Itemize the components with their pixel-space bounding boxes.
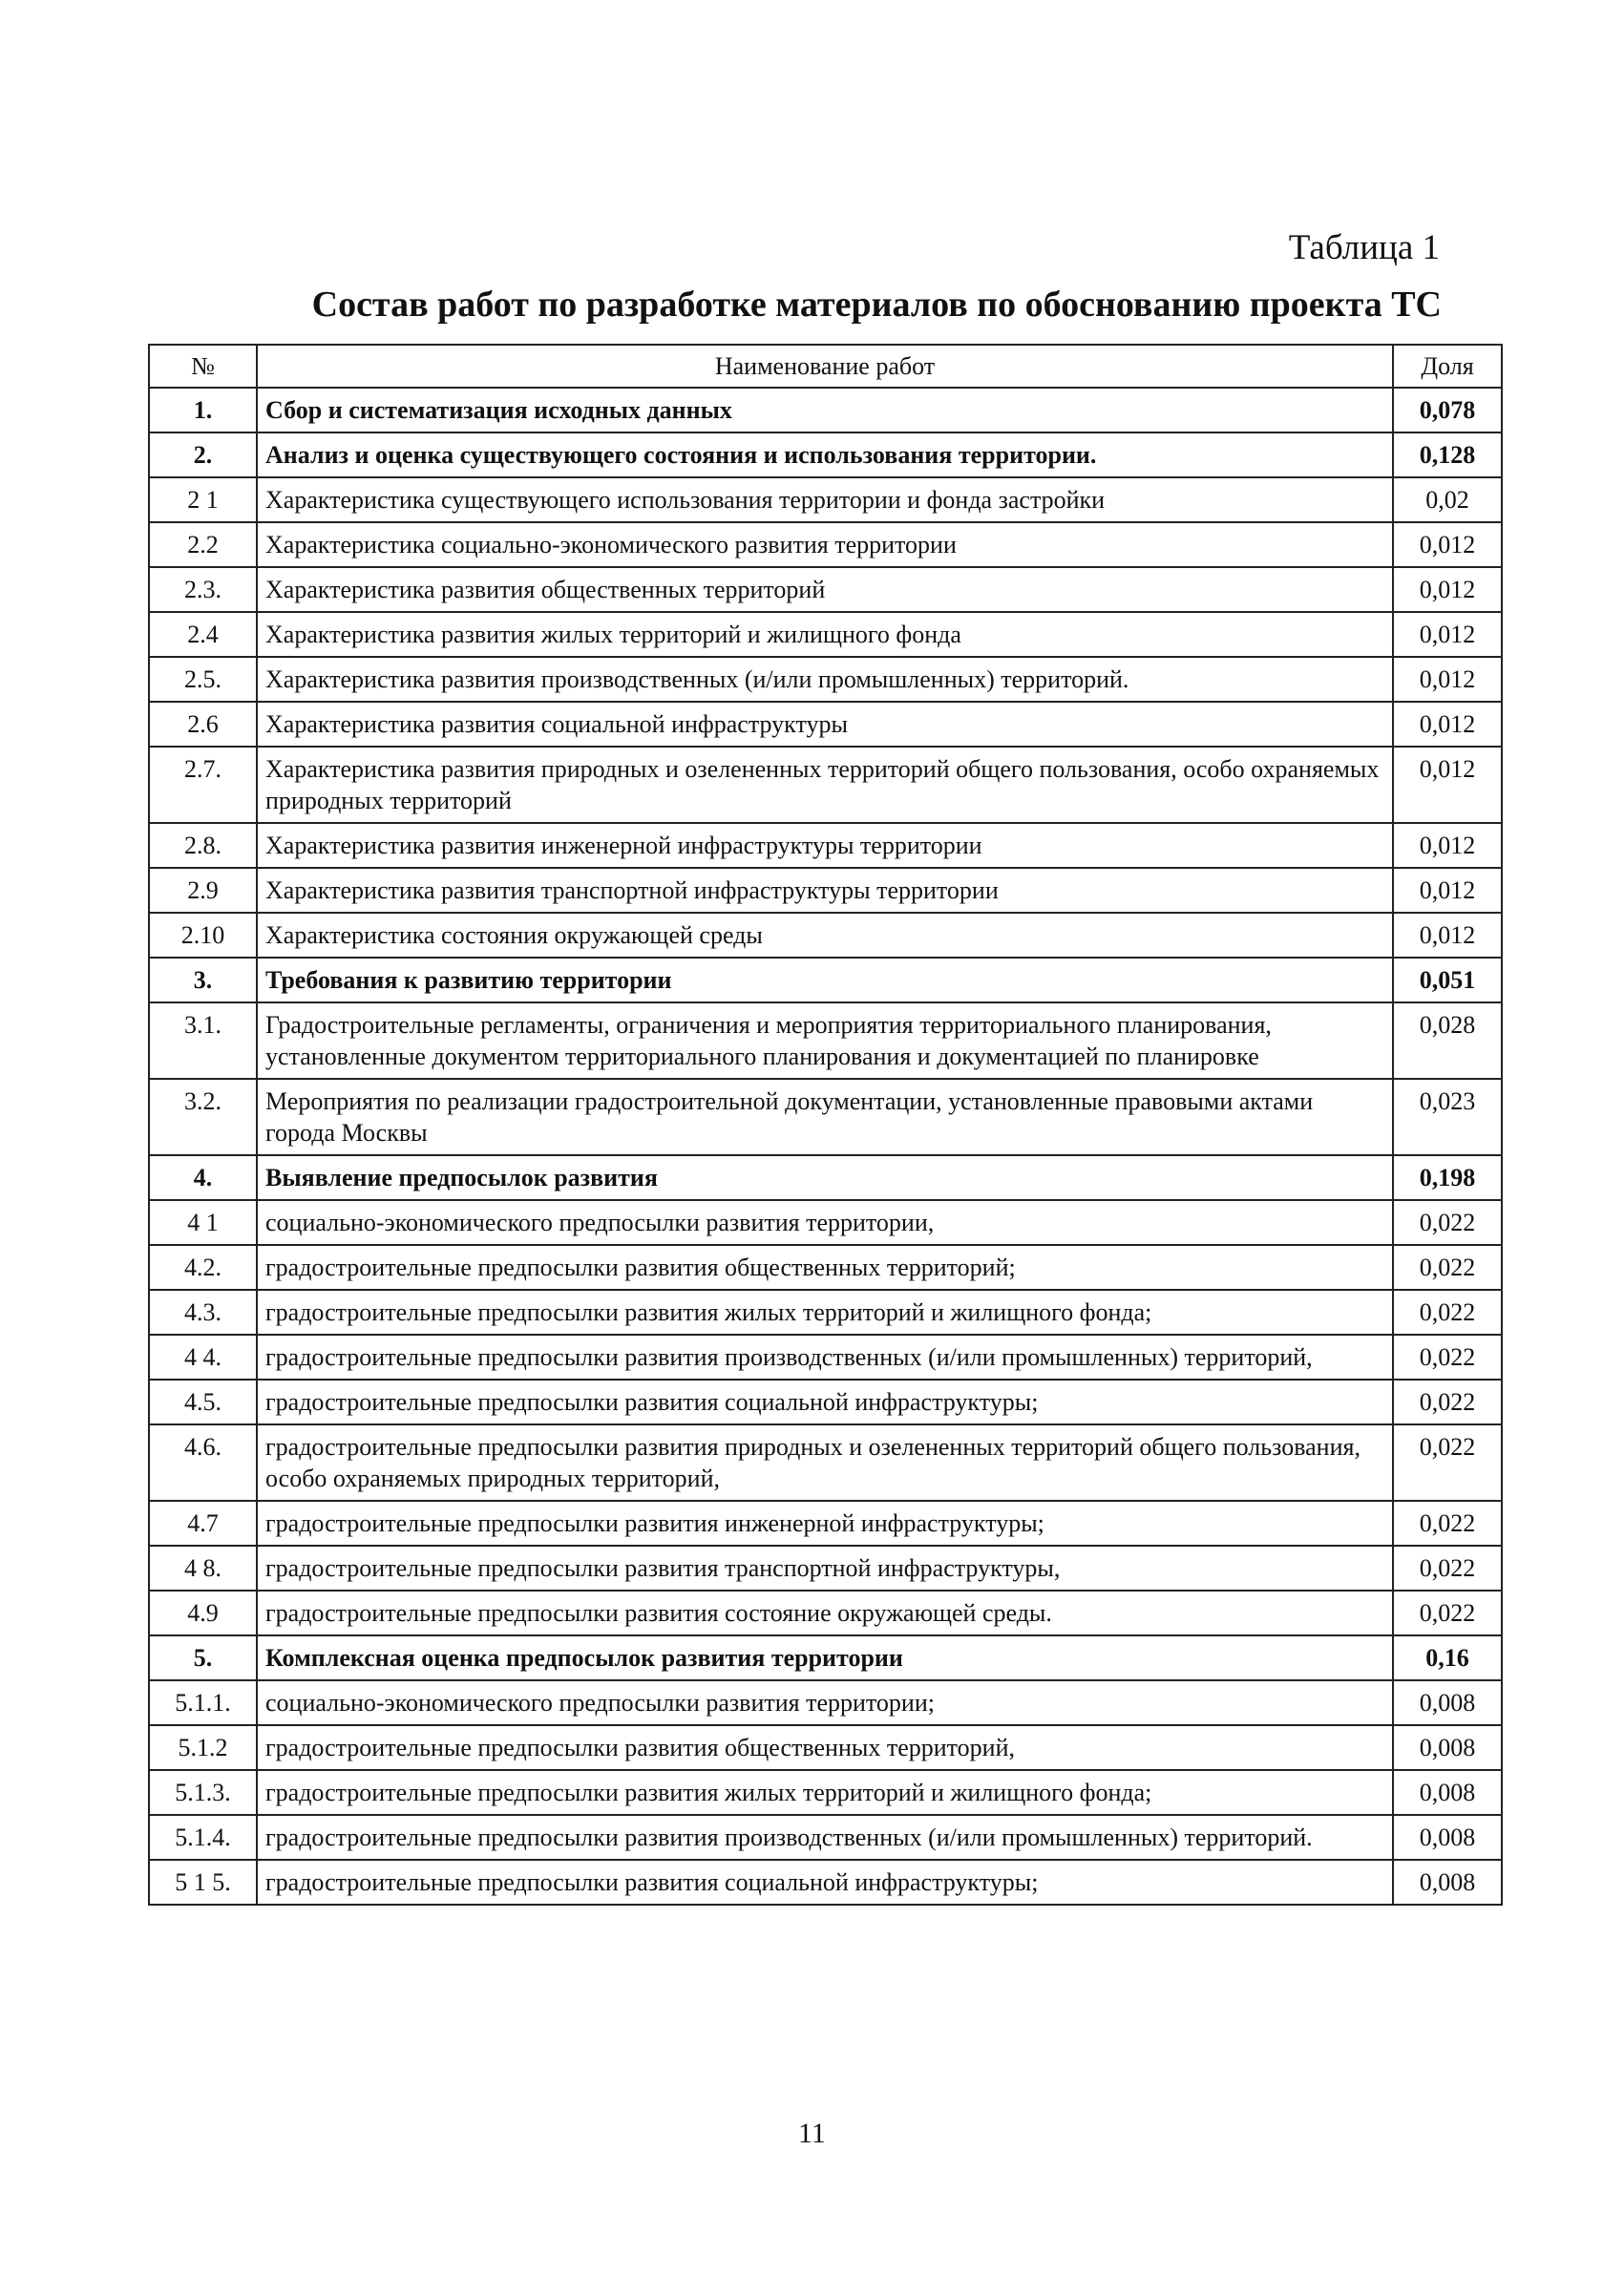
row-share: 0,012 [1393, 702, 1502, 747]
row-name: социально-экономического предпосылки развития территории; [257, 1680, 1393, 1725]
row-number: 4. [149, 1155, 257, 1200]
row-name: Характеристика социально-экономического развития территории [257, 522, 1393, 567]
column-header-name: Наименование работ [257, 345, 1393, 388]
table-row [149, 477, 1502, 522]
row-share: 0,008 [1393, 1815, 1502, 1860]
table-row [149, 823, 1502, 868]
row-name: Характеристика развития социальной инфраструктуры [257, 702, 1393, 747]
row-name: градостроительные предпосылки развития производственных (и/или промышленных) территорий, [257, 1335, 1393, 1380]
row-number: 4.2. [149, 1245, 257, 1290]
table-row [149, 1290, 1502, 1335]
row-number: 4.9 [149, 1591, 257, 1635]
row-number: 5. [149, 1635, 257, 1680]
table-row [149, 868, 1502, 913]
row-share: 0,022 [1393, 1546, 1502, 1591]
row-number: 2.4 [149, 612, 257, 657]
row-number: 4.3. [149, 1290, 257, 1335]
table-row [149, 1591, 1502, 1635]
row-name: градостроительные предпосылки развития инженерной инфраструктуры; [257, 1501, 1393, 1546]
row-name: Выявление предпосылок развития [257, 1155, 1393, 1200]
table-row [149, 1200, 1502, 1245]
row-number: 1. [149, 388, 257, 432]
row-share: 0,012 [1393, 868, 1502, 913]
row-name: Характеристика развития природных и озелененных территорий общего пользования, особо охраняемых природных территорий [257, 747, 1393, 823]
row-name: градостроительные предпосылки развития природных и озелененных территорий общего пользования, особо охраняемых природных территорий, [257, 1424, 1393, 1501]
row-number: 3.1. [149, 1002, 257, 1079]
table-row [149, 1079, 1502, 1155]
row-share: 0,012 [1393, 657, 1502, 702]
table-row [149, 1335, 1502, 1380]
row-number: 2.9 [149, 868, 257, 913]
row-share: 0,022 [1393, 1245, 1502, 1290]
column-header-number: № [149, 345, 257, 388]
row-name: Характеристика развития транспортной инфраструктуры территории [257, 868, 1393, 913]
row-number: 4.6. [149, 1424, 257, 1501]
row-share: 0,023 [1393, 1079, 1502, 1155]
row-share: 0,012 [1393, 823, 1502, 868]
row-name: Характеристика существующего использования территории и фонда застройки [257, 477, 1393, 522]
row-share: 0,012 [1393, 913, 1502, 958]
row-name: градостроительные предпосылки развития транспортной инфраструктуры, [257, 1546, 1393, 1591]
row-share: 0,198 [1393, 1155, 1502, 1200]
table-row [149, 1860, 1502, 1905]
row-share: 0,022 [1393, 1591, 1502, 1635]
table-row [149, 1501, 1502, 1546]
table-row [149, 1245, 1502, 1290]
table-row [149, 1680, 1502, 1725]
row-name: Требования к развитию территории [257, 958, 1393, 1002]
row-share: 0,022 [1393, 1200, 1502, 1245]
table-row [149, 913, 1502, 958]
row-name: Комплексная оценка предпосылок развития территории [257, 1635, 1393, 1680]
table-header-row [149, 345, 1502, 388]
row-name: Анализ и оценка существующего состояния и использования территории. [257, 432, 1393, 477]
row-name: Градостроительные регламенты, ограничения и мероприятия территориального планирования, установленные документом территориального планирования и документацией по планировке [257, 1002, 1393, 1079]
row-name: градостроительные предпосылки развития социальной инфраструктуры; [257, 1380, 1393, 1424]
row-name: градостроительные предпосылки развития социальной инфраструктуры; [257, 1860, 1393, 1905]
row-number: 4.7 [149, 1501, 257, 1546]
row-name: социально-экономического предпосылки развития территории, [257, 1200, 1393, 1245]
row-share: 0,008 [1393, 1680, 1502, 1725]
row-number: 4 1 [149, 1200, 257, 1245]
page-title: Состав работ по разработке материалов по обоснованию проекта ТС [311, 285, 1442, 325]
row-share: 0,012 [1393, 612, 1502, 657]
row-share: 0,051 [1393, 958, 1502, 1002]
row-name: градостроительные предпосылки развития общественных территорий, [257, 1725, 1393, 1770]
row-number: 2. [149, 432, 257, 477]
table-label: Таблица 1 [1288, 228, 1440, 267]
table-row [149, 522, 1502, 567]
table-row [149, 388, 1502, 432]
row-name: Мероприятия по реализации градостроительной документации, установленные правовыми актами города Москвы [257, 1079, 1393, 1155]
row-number: 5.1.3. [149, 1770, 257, 1815]
row-share: 0,16 [1393, 1635, 1502, 1680]
page-number: 11 [798, 2118, 826, 2149]
row-share: 0,078 [1393, 388, 1502, 432]
row-share: 0,012 [1393, 567, 1502, 612]
row-name: градостроительные предпосылки развития жилых территорий и жилищного фонда; [257, 1770, 1393, 1815]
row-number: 4 4. [149, 1335, 257, 1380]
row-name: Сбор и систематизация исходных данных [257, 388, 1393, 432]
table-row [149, 432, 1502, 477]
row-number: 2.6 [149, 702, 257, 747]
row-number: 3.2. [149, 1079, 257, 1155]
row-number: 4 8. [149, 1546, 257, 1591]
row-number: 5.1.4. [149, 1815, 257, 1860]
row-name: градостроительные предпосылки развития производственных (и/или промышленных) территорий. [257, 1815, 1393, 1860]
row-number: 2.7. [149, 747, 257, 823]
row-number: 3. [149, 958, 257, 1002]
table-body [149, 388, 1502, 1905]
row-name: Характеристика состояния окружающей среды [257, 913, 1393, 958]
row-share: 0,012 [1393, 522, 1502, 567]
table-row [149, 657, 1502, 702]
row-number: 2.8. [149, 823, 257, 868]
row-name: Характеристика развития общественных территорий [257, 567, 1393, 612]
row-number: 2.2 [149, 522, 257, 567]
column-header-share: Доля [1393, 345, 1502, 388]
table-row [149, 1815, 1502, 1860]
table-row [149, 1725, 1502, 1770]
row-share: 0,008 [1393, 1770, 1502, 1815]
table-row [149, 567, 1502, 612]
table-row [149, 1424, 1502, 1501]
table-row [149, 1546, 1502, 1591]
row-share: 0,128 [1393, 432, 1502, 477]
row-share: 0,008 [1393, 1725, 1502, 1770]
row-number: 2.5. [149, 657, 257, 702]
row-name: градостроительные предпосылки развития состояние окружающей среды. [257, 1591, 1393, 1635]
row-share: 0,022 [1393, 1501, 1502, 1546]
row-name: градостроительные предпосылки развития жилых территорий и жилищного фонда; [257, 1290, 1393, 1335]
row-share: 0,012 [1393, 747, 1502, 823]
row-name: градостроительные предпосылки развития общественных территорий; [257, 1245, 1393, 1290]
row-share: 0,02 [1393, 477, 1502, 522]
table-row [149, 1002, 1502, 1079]
works-table [148, 344, 1503, 1906]
row-name: Характеристика развития инженерной инфраструктуры территории [257, 823, 1393, 868]
row-share: 0,008 [1393, 1860, 1502, 1905]
row-share: 0,028 [1393, 1002, 1502, 1079]
row-number: 2.10 [149, 913, 257, 958]
table-row [149, 1155, 1502, 1200]
row-number: 4.5. [149, 1380, 257, 1424]
table-row [149, 612, 1502, 657]
row-number: 5 1 5. [149, 1860, 257, 1905]
row-share: 0,022 [1393, 1335, 1502, 1380]
row-share: 0,022 [1393, 1290, 1502, 1335]
row-number: 5.1.1. [149, 1680, 257, 1725]
row-number: 5.1.2 [149, 1725, 257, 1770]
row-share: 0,022 [1393, 1424, 1502, 1501]
row-share: 0,022 [1393, 1380, 1502, 1424]
table-row [149, 1380, 1502, 1424]
row-number: 2.3. [149, 567, 257, 612]
table-row [149, 747, 1502, 823]
row-name: Характеристика развития производственных (и/или промышленных) территорий. [257, 657, 1393, 702]
table-row [149, 1635, 1502, 1680]
table-row [149, 958, 1502, 1002]
table-row [149, 1770, 1502, 1815]
row-number: 2 1 [149, 477, 257, 522]
table-row [149, 702, 1502, 747]
row-name: Характеристика развития жилых территорий и жилищного фонда [257, 612, 1393, 657]
